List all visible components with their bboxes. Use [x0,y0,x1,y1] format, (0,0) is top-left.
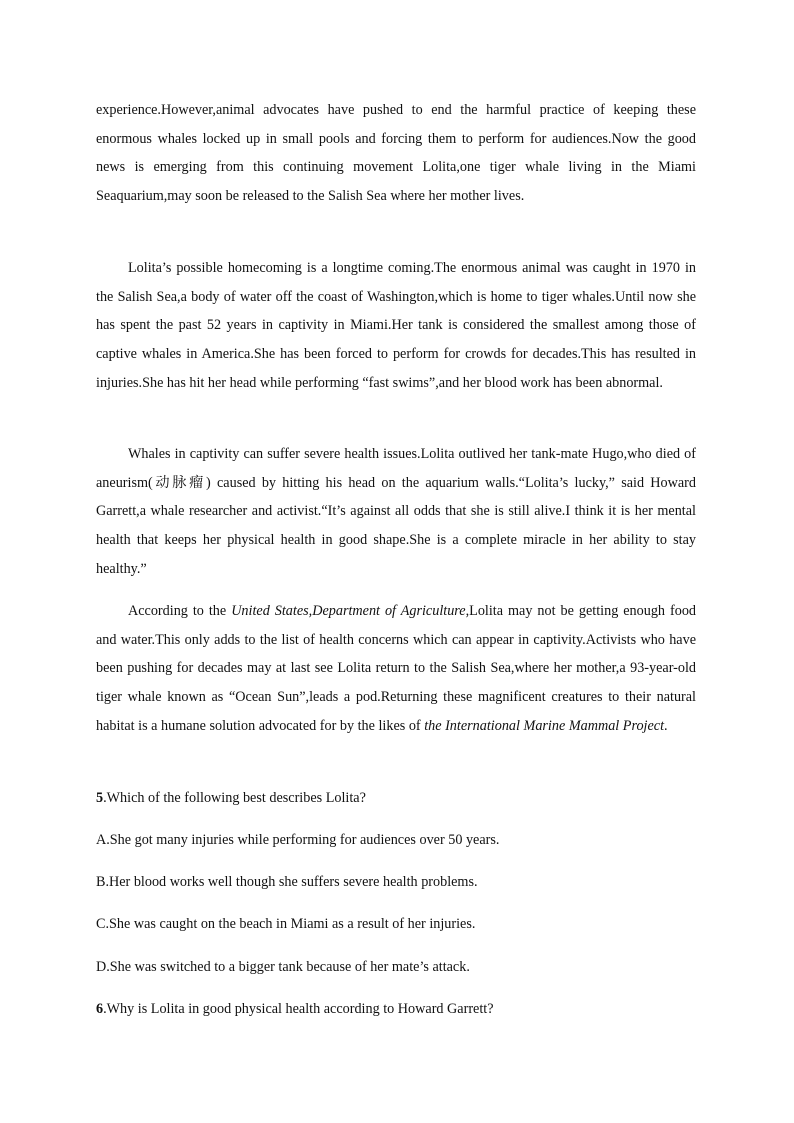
question-5 [96,788,366,808]
question-5-option-a: A.She got many injuries while performing for audiences over 50 years. [96,832,500,848]
paragraph-1: experience.However,animal advocates have pushed to end the harmful practice of keeping these enormous whales locked up in small pools and forcing them to perform for audiences.Now the good news is emerging from this continuing movement Lolita,one tiger whale living in the Miami Seaquarium,may soon be released to the Salish Sea where her mother lives. [96,102,696,205]
paragraph-4-text-a: According to the [128,603,232,619]
paragraph-2 [96,254,696,398]
paragraph-4 [96,597,696,741]
paragraph-4-text-b: ,Lolita may not be getting enough food and water.This only adds to the list of health concerns which can appear in captivity.Activists who have been pushing for decades may at last see Lolita return to the Salish Sea,where her mother,a 93-year-old tiger whale known as “Ocean Sun”,leads a pod.Returning these magnificent creatures to their natural habitat is a humane solution advocated for by the likes of [96,603,697,734]
question-5-option-d: D.She was switched to a bigger tank because of her mate’s attack. [96,959,470,975]
paragraph-3 [96,440,696,584]
question-6 [96,999,494,1019]
paragraph-3-text: Whales in captivity can suffer severe health issues.Lolita outlived her tank-mate Hugo,who died of aneurism(动脉瘤) caused by hitting his head on the aquarium walls.“Lolita’s lucky,” said Howard Garrett,a whale researcher and activist.“It’s against all odds that she is still alive.I think it is her mental health that keeps her physical health in good shape.She is a complete miracle in her ability to stay healthy.” [96,446,696,577]
question-5-number: 5 [96,790,104,806]
source-name-italic: United States,Department of Agriculture [231,603,466,619]
paragraph-4-text-c: . [664,717,668,734]
paragraph-2-text: Lolita’s possible homecoming is a longtime coming.The enormous animal was caught in 1970 in the Salish Sea,a body of water off the coast of Washington,which is home to tiger whales.Until now she has spent the past 52 years in captivity in Miami.Her tank is considered the smallest among those of captive whales in America.She has been forced to perform for crowds for decades.This has resulted in injuries.She has hit her head while performing “fast swims”,and her blood work has been abnormal. [96,260,696,391]
question-6-number: 6 [96,1001,104,1017]
project-name-italic: the International Marine Mammal Project [424,717,665,734]
question-5-stem: .Which of the following best describes Lolita? [103,790,366,806]
question-5-option-b: B.Her blood works well though she suffers severe health problems. [96,874,478,890]
question-6-stem: .Why is Lolita in good physical health according to Howard Garrett? [103,1001,494,1017]
question-5-option-c: C.She was caught on the beach in Miami as a result of her injuries. [96,916,476,932]
